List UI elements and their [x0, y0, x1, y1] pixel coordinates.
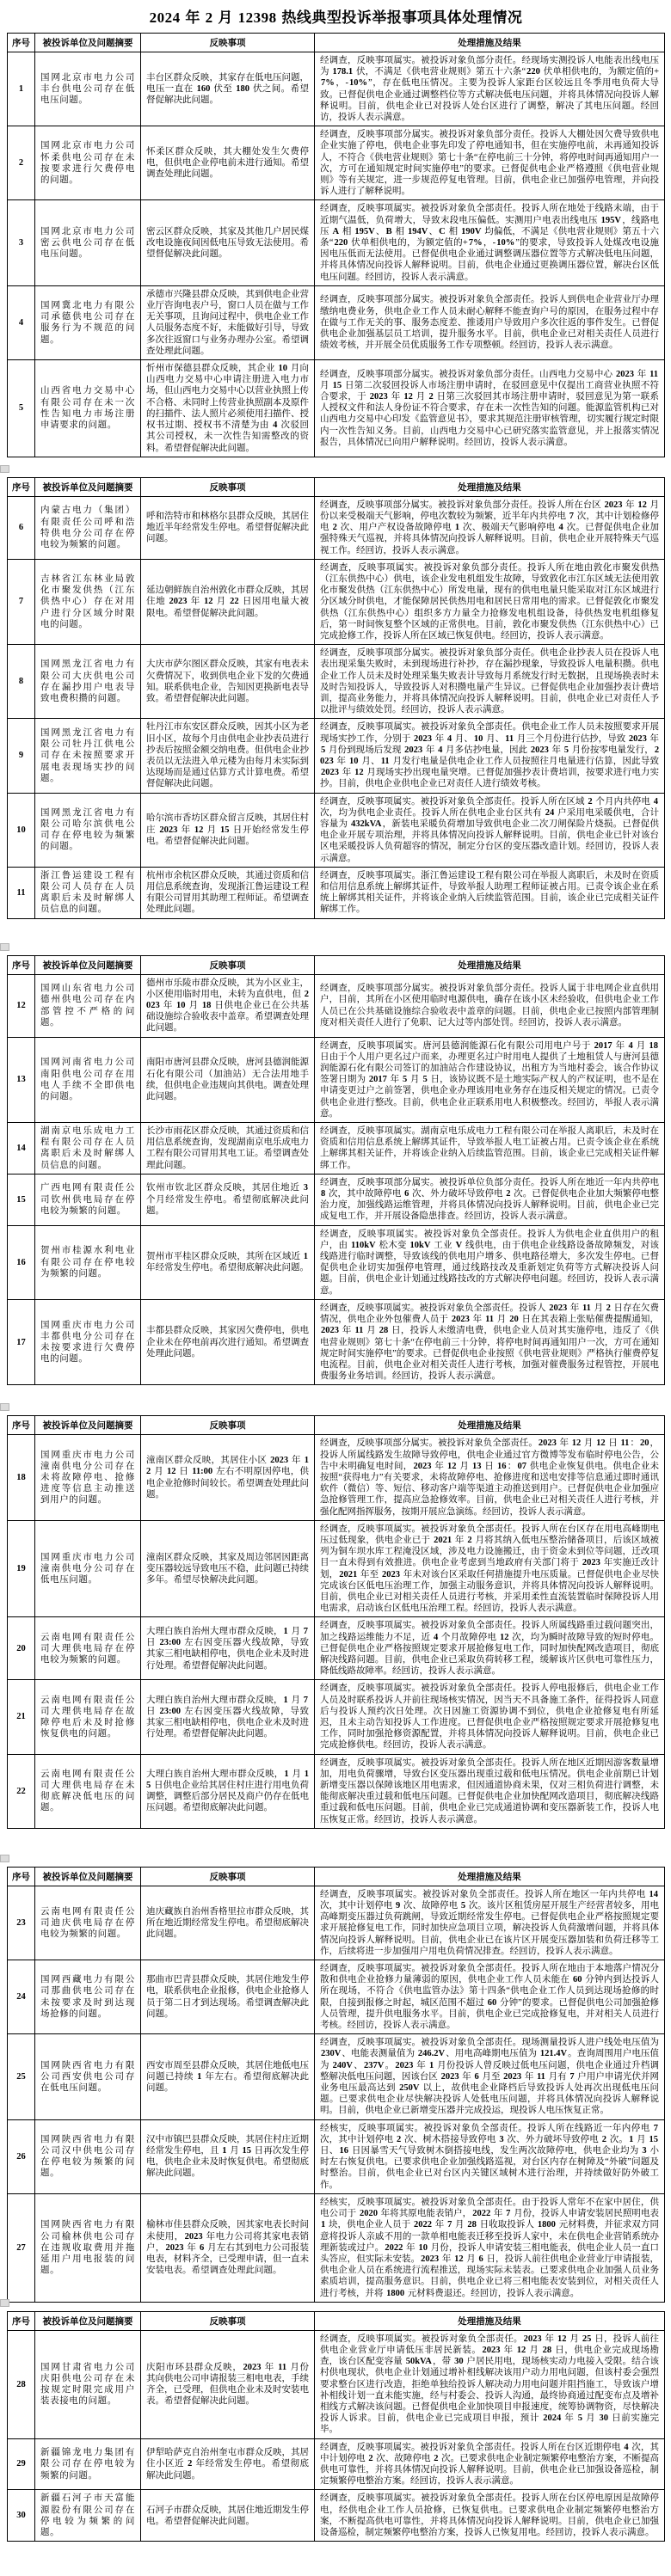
column-header: 序号: [8, 1416, 35, 1435]
cell-matter: 忻州市保德县群众反映，其企业 10 月向山西电力交易中心申请注册进入电力市场，但山西电力交易中心以营业执照上传不合格、未同时上传营业执照副本及原件的扫描件、法人照片必须使用扫描件、授权书过期、授权书不清楚为由 4 次驳回其公司授权，未一次性告知需整改的资料。希望督促解决此问题。: [141, 360, 315, 457]
table-row: [8, 2034, 665, 2119]
table-row: [8, 1617, 665, 1680]
table-row: [8, 1174, 665, 1225]
cell-matter: 潼南区群众反映，其家及周边邻居因距离变压器较远导致电压不稳，此问题已持续多年。希望尽快解决此问题。: [141, 1520, 315, 1617]
table-row: [8, 1037, 665, 1122]
cell-result: 经调查，反映事项属实。被投诉对象负部分责任。经现场实测投诉人电能表出线电压为 178.1 伏，不满足《供电营业规则》第五十六条“220 伏单相供电的，为额定值的+7%，-10%”，存在低电压情况。主要为投诉人家距台区较远且冬季用电负荷大导致。已督促供电企业通过调整档位等方式解决低电压问题，并将具体情况向投诉人解释说明。目前，供电企业已对投诉人处台区进行了调整，解决了其电压问题。经回访，投诉人表示满意。: [315, 52, 665, 126]
cell-result: 经调查，反映事项部分属实。被投诉对象负部分责任。山西电力交易中心 2023 年 11 月 15 日第二次驳回投诉人市场注册申请时，在驳回意见中仅提出工商营业执照不符合要求，于 2023 年 12 月 2 日第三次驳回其市场注册申请时，驳回意见为第一联系人授权文件和法人身份证不符合要求，存在未一次性告知的问题。能源监管机构已对山西电力交易中心印发《监管意见书》，要求其规范注册审核管理，切实履行规定时限内一次性告知义务。目前，山西电力交易中心已研究落实监管意见，并上报落实情况报告，具体情况已向用户解释说明。经回访，投诉人表示满意。: [315, 360, 665, 457]
table-section: [7, 477, 664, 919]
table-handle-artifact: [0, 2299, 9, 2307]
cell-result: 经调查，反映事项属实。被投诉对象负全部责任。投诉人停电报修后，供电企业工作人员及时联系投诉人并前往现场核实情况，因当天不具备施工条件，征得投诉人同意后与投诉人预约次日处理。次日因施工资源协调不到位，供电企业抢修复电有所延迟，且未主动告知投诉人工作进度。已督促供电企业严格按照规定要求开展抢修复电工作，同时加强抢修资源配置，并将具体情况向投诉人解释说明。目前，供电企业已完成抢修供电。经回访，投诉人表示满意。: [315, 1680, 665, 1754]
cell-matter: 汉中市镇巴县群众反映，其居住村庄近期经常发生停电，且 1 月 15 日再次发生停电，供电企业未及时恢复供电。希望彻底解决此问题。: [141, 2119, 315, 2193]
cell-serial: 11: [8, 867, 35, 918]
cell-matter: 哈尔滨市香坊区群众留言反映，其居住村庄 2023 年 12 月 15 日开始经常发生停电。希望督促解决此问题。: [141, 793, 315, 867]
cell-unit: 国网重庆市电力公司丰都供电分公司存在未按要求进行欠费停电的问题。: [35, 1299, 141, 1384]
cell-unit: 山西省电力交易中心有限公司存在未一次性告知电力市场注册申请要求的问题。: [35, 360, 141, 457]
table-section: [7, 1415, 664, 1829]
cell-unit: 国网山东省电力公司德州供电公司存在内部管控不严格的问题。: [35, 974, 141, 1037]
column-header: 处理措施及结果: [315, 34, 665, 52]
table-row: [8, 974, 665, 1037]
cell-serial: 17: [8, 1299, 35, 1384]
cell-unit: 内蒙古电力（集团）有限责任公司呼和浩特供电分公司存在停电较为频繁的问题。: [35, 496, 141, 559]
table-row: [8, 200, 665, 285]
cell-result: 经调查，反映事项部分属实。被投诉单位负部分责任。投诉人所在地近一年内共停电 8 次，其中故障停电 6 次、外力破坏导致停电 2 次。已督促供电企业加大频繁停电整治力度，加强线路运维管理，并将具体情况向投诉人解释说明。目前，供电企业已完成复电工作，并开展设备隐患排查。经回访，投诉人表示满意。: [315, 1174, 665, 1225]
table-section: [7, 2311, 664, 2542]
column-header: 反映事项: [141, 1867, 315, 1886]
cell-unit: 国网陕西省电力有限公司西安供电公司存在低电压问题。: [35, 2034, 141, 2119]
cell-result: 经调查，反映事项属实。被投诉对象负部分责任。投诉人所在地由敦化市聚发供热（江东供热中心）供电，该企业发电机组发生故障，导致敦化市江东区域无法使用敦化市聚发供热（江东供热中心）所发电量，现有的供电电量只能采取对江东区域进行分区域分时供电，才能保障居民供热用电和居民日常用电的需求。已督促敦化市聚发供热（江东供热中心）组织多方力量全力抢修发电机组设备，待供热发电机组修复后，第一时间恢复整个区域的正常供电。目前，敦化市聚发供热（江东供热中心）已完成抢修工作，投诉人所在区域已恢复供电。经回访，投诉人表示满意。: [315, 559, 665, 644]
cell-matter: 庆阳市环县群众反映，2023 年 11 月份其向供电公司申请报装三相电电表，手续齐全，已受理，但供电企业未及时安装电表。希望督促解决此问题。: [141, 2330, 315, 2438]
table-row: [8, 1123, 665, 1175]
header-row: [8, 2311, 665, 2330]
cell-serial: 1: [8, 52, 35, 126]
table-row: [8, 1886, 665, 1960]
column-header: 被投诉单位及问题摘要: [35, 955, 141, 974]
cell-serial: 14: [8, 1123, 35, 1175]
cell-result: 经调查，反映事项属实。被投诉对象负全部责任。投诉人 2023 年 11 月 2 日存在欠费情况，供电企业外包催费人员于 2023 年 11 月 20 日在其表箱上张贴催费提醒通知，2023 年 11 月 28 日，投诉人未缴清电费，供电企业人员对其实施停电，违反了《供电营业规则》第七十条“在停电前三十分钟，将停电时间再通知用户一次，方可在通知规定时间实施停电”的要求。已督促供电企业按照《供电营业规则》严格执行催费停复电流程。目前，供电企业对相关责任人进行考核，加强对催费服务过程管控，开展电费服务业务培训。经回访，投诉人表示满意。: [315, 1299, 665, 1384]
cell-serial: 26: [8, 2119, 35, 2193]
column-header: 处理措施及结果: [315, 477, 665, 496]
cell-result: 经核实，反映事项属实。被投诉对象负全部责任。由于投诉人常年不在家中居住，供电公司于 2020 年将其原电能表销户，2022 年 7 月份，投诉人申请安装居民照明电表 1 块，供电企业人员于 2022 年 7 月 28 日收取投诉人 1800 元材料费，并征求双方同意将投诉人亲戚不用的一款单相电能表迁移至投诉人家中，未在供电企业营销系统办理新装或过户。2022 年 10 月份，投诉人申请安装三相电能表，供电企业人员一直口头答应，但实际未安装。2023 年 12 月 6 日，投诉人前往供电企业营业厅申请报装，供电企业人员在系统进行流程推送，现场实际未装表。已要求供电企业加强人员业务素质培训，提高服务意识。目前，供电企业已将三相电能表安装到位，对相关责任人进行考核，并将 1800 元材料费退还。经回访，投诉人表示满意。: [315, 2193, 665, 2302]
cell-serial: 20: [8, 1617, 35, 1680]
cell-result: 经调查，反映事项属实。被投诉对象负全部责任。投诉人所在地由于本地落户情况分散和供电企业抢修力量薄弱的原因，供电企业工作人员未能在 60 分钟内到达投诉人所在现场，不符合《供电监管办法》第十四条“供电企业工作人员到达现场抢修的时限，自接到报修之时起，城区范围不超过 60 分钟”的要求。已督促供电公司加强抢修人员管理，提升供电服务水平。目前，供电企业已完成抢修复电，并对相关人员进行考核。经回访，投诉人表示满意。: [315, 1960, 665, 2034]
cell-result: 经调查，反映事项属实。湖南京电乐成电力工程有限公司在举报人离职后，未及时在资质和信用信息系统上解绑其证件，导致举报人电工证被占用。已责令该企业在系统上解绑其相关证件，并将该企业纳入后续监管范围。目前，该企业已完成相关证件解绑工作。: [315, 1123, 665, 1175]
table-row: [8, 52, 665, 126]
table-row: [8, 496, 665, 559]
cell-matter: 伊犁哈萨克自治州奎屯市群众反映，其居住小区近 2 年经常发生停电。希望彻底解决此问题。: [141, 2438, 315, 2490]
cell-matter: 贺州市平桂区群众反映，其所在区域近 1 年经常发生停电。希望彻底解决此问题。: [141, 1225, 315, 1299]
cell-unit: 新疆石河子市天富能源股份有限公司存在停电较为频繁的问题。: [35, 2490, 141, 2542]
cell-matter: 南阳市唐河县群众反映，唐河县德润能源石化有限公司（加油站）无合法用地手续，但供电企业违规向其供电。调查处理此问题。: [141, 1037, 315, 1122]
cell-unit: 国网冀北电力有限公司承德供电公司存在服务行为不规范的问题。: [35, 285, 141, 359]
column-header: 序号: [8, 2311, 35, 2330]
table-row: [8, 645, 665, 719]
cell-serial: 29: [8, 2438, 35, 2490]
cell-unit: 云南电网有限责任公司大理供电局存在未彻底解决低电压的问题。: [35, 1754, 141, 1828]
table-row: [8, 2193, 665, 2302]
cell-serial: 6: [8, 496, 35, 559]
cell-result: 经调查，反映事项属实。被投诉对象负全部责任。投诉人所在台区近期停电 4 次，其中计划停电 2 次、故障停电 2 次。已要求供电企业制定频繁停电整治方案，不断提高供电可靠性，并将具体情况向投诉人解释说明。目前，供电企业已加强设备巡检，制定频繁停电整治方案。经回访，投诉人表示满意。: [315, 2438, 665, 2490]
cell-matter: 呼和浩特市和林格尔县群众反映，其居住地近半年经常发生停电。希望督促解决此问题。: [141, 496, 315, 559]
table-row: [8, 360, 665, 457]
table-row: [8, 1680, 665, 1754]
cell-serial: 23: [8, 1886, 35, 1960]
cell-serial: 3: [8, 200, 35, 285]
cell-matter: 杭州市余杭区群众反映，其通过资质和信用信息系统查询，发现浙江鲁运建设工程有限公司冒用其助理工程师证。希望调查处理此问题。: [141, 867, 315, 918]
column-header: 序号: [8, 34, 35, 52]
column-header: 被投诉单位及问题摘要: [35, 477, 141, 496]
cell-matter: 丰都县群众反映，其家因欠费停电，供电企业未在停电前再次进行通知。希望调查处理此问题。: [141, 1299, 315, 1384]
column-header: 处理措施及结果: [315, 1867, 665, 1886]
cell-unit: 贺州市桂源水利电业有限公司存在停电较为频繁的问题。: [35, 1225, 141, 1299]
cell-matter: 潼南区群众反映，其居住小区 2023 年 12 月 12 日 11:00 左右不明原因停电，供电企业抢修时间较长。希望调查处理此问题。: [141, 1435, 315, 1520]
column-header: 反映事项: [141, 34, 315, 52]
cell-serial: 15: [8, 1174, 35, 1225]
cell-unit: 国网重庆市电力公司潼南供电分公司存在低电压问题。: [35, 1520, 141, 1617]
column-header: 处理措施及结果: [315, 2311, 665, 2330]
cell-serial: 9: [8, 719, 35, 793]
cell-serial: 19: [8, 1520, 35, 1617]
table-section: [7, 955, 664, 1386]
cell-matter: 承德市兴隆县群众反映，其到供电企业营业厅咨询电表户号，窗口人员在做与工作无关事项，且询问过程中，供电企业工作人员服务态度不好，未能做好引导，导致多次往返窗口与业务办理办公室。希望调查处理此问题。: [141, 285, 315, 359]
table-row: [8, 2438, 665, 2490]
cell-matter: 那曲市巴青县群众反映，其居住地发生停电，联系供电企业报修，供电企业抢修人员于第二日才到达现场。希望调查解决此问题。: [141, 1960, 315, 2034]
table-row: [8, 1225, 665, 1299]
column-header: 反映事项: [141, 1416, 315, 1435]
cell-result: 经调查，反映事项属实。被投诉对象负全部责任。投诉人所在地区近期因游客数量增加，用电负荷骤增，导致台区变压器出现重过载和低电压情况。供电企业前期已计划新增变压器以保障该地区用电需求，但因通道协商未果，仅对三相负荷进行调整，未能彻底解决重过载和低电压问题。已督促供电企业加快配网改造项目，彻底解决线路重过载和低电压问题。目前，供电企业已完成通道协调和变压器新装工作，投诉人电压恢复正常。经回访，投诉人表示满意。: [315, 1754, 665, 1828]
cell-serial: 27: [8, 2193, 35, 2302]
cell-unit: 云南电网有限责任公司大理供电局存在故障停电后未及时抢修恢复供电的问题。: [35, 1680, 141, 1754]
cell-matter: 德州市乐陵市群众反映，其为小区业主，小区使用临时用电，未转为直供电，但 2023 年 10 月 18 日供电企业已在公共基础设施综合验收表中盖章。希望调查处理此问题。: [141, 974, 315, 1037]
header-row: [8, 34, 665, 52]
cell-result: 经调查，反映事项属实。被投诉对象负全部责任。投诉人所在区域 2 个月内共停电 4 次，均为供电企业责任。投诉人所在供电企业台区共有 24 户采用电采暖供电，合计容量为 432kVA，新装电采暖负荷增加导致供电企业二次刀闸保险片烧损。已督促供电企业开展专项治理，并将具体情况向投诉人解释说明。目前，供电企业已针对该台区电采暖投诉人负荷超容的情况，制定分台区的变压器改造计划。经回访，投诉人表示满意。: [315, 793, 665, 867]
table-row: [8, 867, 665, 918]
table-row: [8, 1960, 665, 2034]
cell-unit: 国网黑龙江省电力有限公司大庆供电公司存在漏抄用户电表导致电费积攒的问题。: [35, 645, 141, 719]
header-row: [8, 1867, 665, 1886]
cell-matter: 榆林市佳县群众反映，因其家电表长时间未使用，2023 年电力公司将其家电表销户，2023 年 6 月左右其到电力公司报装电表，材料齐全，已受理申请，但一直未安装电表。希望调查处理此问题。: [141, 2193, 315, 2302]
complaints-table: [7, 477, 665, 919]
column-header: 序号: [8, 1867, 35, 1886]
cell-unit: 国网北京市电力公司怀柔供电公司存在未按要求进行欠费停电的问题。: [35, 126, 141, 200]
column-header: 反映事项: [141, 955, 315, 974]
table-section: [7, 33, 664, 457]
table-sections-container: [7, 33, 664, 2542]
page-title: 2024 年 2 月 12398 热线典型投诉举报事项具体处理情况: [149, 9, 523, 26]
complaints-table: [7, 33, 665, 457]
cell-matter: 长沙市雨花区群众反映，其通过资质和信用信息系统查询，发现湖南京电乐成电力工程有限公司冒用其电工证。希望调查处理此问题。: [141, 1123, 315, 1175]
cell-serial: 4: [8, 285, 35, 359]
cell-result: 经调查，反映事项属实。被投诉对象负全部责任。现场测量投诉人进户线处电压值为 230V、电能表测量值为 246.2V、用电高峰期电压值为 121.4V。查询周围用户电压值为 240V、237V。2023 年 1 月份投诉人曾反映过低电压问题，供电企业通过升档调整解决低电压问题，因该台区 2023 年 6 月至 2023 年 11 月有 7 户用户申请光伏并网业务电压最高达到 250V 以上，故供电企业降档后导致投诉人处再次出现低电压问题。已要求供电企业尽快解决投诉人处低电压问题，并将具体情况向投诉人解释说明。目前，供电企业已新增变压器并完成投运，现投诉人电压恢复正常。: [315, 2034, 665, 2119]
column-header: 被投诉单位及问题摘要: [35, 1867, 141, 1886]
table-row: [8, 559, 665, 644]
cell-unit: 国网西藏电力有限公司那曲供电公司存在未按要求及时到达现场抢修的问题。: [35, 1960, 141, 2034]
cell-result: 经调查，反映事项属实。被投诉对象负全部责任。供电企业工作人员未按照要求开展现场实抄工作，分别于 2023 年 4 月、10 月、11 月三个月份进行估抄，导致 2023 年 5 月份到现场后发现 2023 年 4 月多估抄电量，因此 2023 年 5 月份按零电量发行，2023 年 10 月、11 月发行电量是供电企业工作人员按照往月电量进行估算，因此导致 2023 年 12 月现场实抄出现电量突增。已督促加强抄表计费培训，按要求进行电力实抄。目前，供电企业供电企业已对责任人进行绩效考核。: [315, 719, 665, 793]
cell-matter: 大理白族自治州大理市群众反映，1 月 15 日供电企业给其居住村庄进行用电负荷调整，调整后部分居民及商户仍存在低电压问题。希望彻底解决此问题。: [141, 1754, 315, 1828]
complaints-table: [7, 1415, 665, 1829]
cell-serial: 24: [8, 1960, 35, 2034]
cell-result: 经调查，反映事项部分属实。被投诉对象负部分责任。投诉人所在台区 2023 年 12 月份以来受极端天气影响，停电次数较为频繁，近半年内共停电 7 次，其中计划检修停电 2 次、用户产权设备故障停电 1 次、极端天气影响停电 4 次。已督促供电企业加强特殊天气巡视，并将具体情况向投诉人解释说明。目前，供电企业开展特殊天气巡视工作。经回访，投诉人表示满意。: [315, 496, 665, 559]
cell-result: 经调查，反映事项部分属实。被投诉对象负全部责任。投诉人到供电企业营业厅办理缴纳电费业务，供电企业工作人员未耐心解释不能查询户号的原因，在服务过程中存在做与工作无关的事、服务态度差、推诿用户导致用户多次往返的事件发生。已督促供电企业加强基层员工培训，提升服务水平。目前，供电企业已对相关责任人员进行绩效考核，并开展全员优质服务工作专项整顿。经回访，投诉人表示满意。: [315, 285, 665, 359]
cell-unit: 国网北京市电力公司丰台供电公司存在低电压问题。: [35, 52, 141, 126]
cell-unit: 浙江鲁运建设工程有限公司人员存在人员离职后未及时解绑人员信息的问题。: [35, 867, 141, 918]
column-header: 序号: [8, 477, 35, 496]
cell-result: 经调查，反映事项属实。被投诉对象负全部责任。投诉人所在台区存在用电高峰期电压过低现象，供电企业已于 2021 年 2 月将其纳入低电压整治储备项目，后该区域被列为铜车坝水库工程淹没区域，涉及电力设施搬迁，由于资金未到位等问题，迁改项目一直未得到有效推进。供电企业考虑到当地政府有关部门将于 2023 年实施迁改计划，2021 年至 2023 年未对该台区采取任何措施提升电压质量。已督促供电企业尽快完成该台区低电压治理工作，加强主动服务意识，并将具体情况向投诉人解释说明。目前，供电企业已对相关责任人员进行考核，并采用柔性直流装置临时保障投诉人用电需求，启动该台区低电压治理工程。经回访，投诉人表示满意。: [315, 1520, 665, 1617]
table-row: [8, 1754, 665, 1828]
cell-result: 经调查，反映事项属实。被投诉对象负全部责任。投诉人所属线路重过载问题突出，加之线路运维能力不足，近 4 个月故障停电 12 次，均为瞬时故障导致的短时停电。已督促供电企业严格按照规定要求开展抢修复电工作，同时加快配网改造项目，彻底解决线路问题。目前，供电企业已采取负荷转移工程，缓解该片区供电可靠性压力，降低线路故障率。经回访，投诉人表示满意。: [315, 1617, 665, 1680]
cell-serial: 25: [8, 2034, 35, 2119]
cell-unit: 国网黑龙江省电力有限公司牡丹江供电公司存在未按照要求开展电表现场实抄的问题。: [35, 719, 141, 793]
table-handle-artifact: [0, 943, 9, 951]
column-header: 被投诉单位及问题摘要: [35, 34, 141, 52]
table-row: [8, 2330, 665, 2438]
cell-matter: 西安市周至县群众反映，其居住地低电压问题已持续 1 年左右。希望彻底解决此问题。: [141, 2034, 315, 2119]
cell-result: 经调查，反映事项部分属实。被投诉对象负部分责任。供电企业抄表人员在投诉人电表出现采集失败时，未到现场进行补抄，存在漏抄现象，导致投诉人电量积攒。供电企业工作人员未及时处理采集失败表计导致每月系统发行时无数据，且现场换表时未及时告知投诉人，导致投诉人对积攒电量产生异议。已督促供电企业加强抄表计费培训，提高业务能力，并将具体情况向投诉人解释说明。目前，供电企业已对责任人予以批评与绩效处罚。经回访，投诉人表示满意。: [315, 645, 665, 719]
column-header: 被投诉单位及问题摘要: [35, 1416, 141, 1435]
table-handle-artifact: [0, 1403, 9, 1411]
cell-serial: 30: [8, 2490, 35, 2542]
cell-result: 经调查，反映事项属实。被投诉对象负全部责任。投诉人所在地处于线路末端，由于近期气温低，负荷增大，导致末段电压偏低。实测用户电表出线电压 195V，线路电压 A 相 195V、B 相 194V、C 相 190V 均偏低，不满足《供电营业规则》第五十六条“220 伏单相供电的，为额定值的+7%，-10%”的要求，导致投诉人处煤改电设施因电压低而无法使用。已督促供电企业通过调整调压器位置等方式解决低电压问题，并将具体情况向投诉人解释说明。目前，供电企业通过更换调压器位置，解决台区低电压问题。经回访，投诉人表示满意。: [315, 200, 665, 285]
column-header: 反映事项: [141, 2311, 315, 2330]
table-row: [8, 1435, 665, 1520]
column-header: 被投诉单位及问题摘要: [35, 2311, 141, 2330]
cell-serial: 10: [8, 793, 35, 867]
cell-matter: 钦州市钦北区群众反映，其居住地近 3 个月经常发生停电。希望彻底解决此问题。: [141, 1174, 315, 1225]
cell-unit: 国网河南省电力公司南阳供电公司存在用电人手续不全即供电的问题。: [35, 1037, 141, 1122]
cell-matter: 密云区群众反映，其家及其他几户居民煤改电设施夜间因低电压导致无法使用。希望督促解决此问题。: [141, 200, 315, 285]
cell-result: 经调查，反映事项属实。被投诉对象负全部责任。2023 年 12 月 25 日，投诉人前往供电企业营业厅申请低压非居民新装。2023 年 12 月 28 日，供电企业完成现场勘查，该台区配变容量 50kVA，带 30 户居民用电，现场核实动力电接入受限。结合该村供电现状，供电企业计划通过增补相线解决该用户动力用电问题，但该村委会强烈要求整台区进行改造，拒绝单独给投诉人解决动力用电问题并阻挡施工，导致该户增补相线计划一直未能实施，经与村委会、投诉人沟通，最终协商通过配变布点及增补相线方式解决该问题。已督促供电企业加快项目申报速度，统筹协调物资，尽快解决投诉人诉求。目前，供电企业已完成项目申报，预计 2024 年 5 月 30 日前实施完毕。: [315, 2330, 665, 2438]
table-row: [8, 1299, 665, 1384]
cell-serial: 2: [8, 126, 35, 200]
header-row: [8, 955, 665, 974]
complaints-table: [7, 955, 665, 1386]
cell-unit: 广西电网有限责任公司钦州供电局存在停电较为频繁的问题。: [35, 1174, 141, 1225]
cell-unit: 湖南京电乐成电力工程有限公司存在人员离职后未及时解绑人员信息的问题。: [35, 1123, 141, 1175]
table-handle-artifact: [0, 1855, 9, 1862]
cell-matter: 丰台区群众反映，其家存在低电压问题，电压一直在 160 伏至 180 伏之间。希望督促解决此问题。: [141, 52, 315, 126]
table-row: [8, 1520, 665, 1617]
cell-serial: 13: [8, 1037, 35, 1122]
table-row: [8, 2490, 665, 2542]
cell-result: 经调查，反映事项部分属实。被投诉对象负部分责任。投诉人大棚处因欠费导致供电企业实施了停电，供电企业事先印发了停电通知书，但在实施停电前，未再通知投诉人，不符合《供电营业规则》第七十条“在停电前三十分钟，将停电时间再通知用户一次，方可在通知规定时间实施停电”的要求。已督促供电企业严格遵照《供电营业规则》等有关规定，进一步规范停复电管理。目前，供电企业已加强停电管理，并向投诉人进行了解释说明。: [315, 126, 665, 200]
cell-unit: 国网甘肃省电力公司庆阳供电公司存在未按规定时限完成用户装表接电的问题。: [35, 2330, 141, 2438]
cell-matter: 牡丹江市东安区群众反映，因其小区为老旧小区，故每个月由供电企业抄表员进行抄表后按照金额交纳电费。但供电企业抄表员以无法进入单元楼为由每月未实际到达现场而是通过估算方式计算电费。希望督促解决此问题。: [141, 719, 315, 793]
cell-serial: 28: [8, 2330, 35, 2438]
cell-serial: 12: [8, 974, 35, 1037]
column-header: 处理措施及结果: [315, 955, 665, 974]
column-header: 反映事项: [141, 477, 315, 496]
cell-unit: 新疆锦龙电力集团有限公司存在停电较为频繁的问题。: [35, 2438, 141, 2490]
complaints-table: [7, 1867, 665, 2303]
cell-serial: 7: [8, 559, 35, 644]
cell-matter: 延边朝鲜族自治州敦化市群众反映，其居住地 2023 年 12 月 22 日因用电量大被限电。希望督促解决此问题。: [141, 559, 315, 644]
cell-unit: 吉林省江东林业局敦化市聚发供热（江东供热中心）存在对用户进行分区域分时限电的问题。: [35, 559, 141, 644]
column-header: 序号: [8, 955, 35, 974]
cell-matter: 石河子市群众反映，其居住地近期发生停电。希望督促解决此问题。: [141, 2490, 315, 2542]
cell-unit: 国网陕西省电力有限公司榆林供电公司存在违规收取费用并拖延用户用电报装的问题。: [35, 2193, 141, 2302]
cell-unit: 国网陕西省电力有限公司汉中供电公司存在停电较为频繁的问题。: [35, 2119, 141, 2193]
table-row: [8, 126, 665, 200]
cell-result: 经调查，反映事项部分属实。被投诉对象负全部责任。2023 年 12 月 12 日 11：20，投诉人所属线路发生故障导致停电，供电企业通过官方微博等发布临时停电公告，公告中未明确复电时间，2023 年 12 月 13 日 16：07 供电企业恢复供电。供电企业未按照“获得电力”有关要求，未将故障停电、抢修进度和送电安排等信息通过即时通讯软件（微信）等、短信、移动客户端等渠道主动推送到用户。已督促供电企业加强应急抢修管理工作，提高应急抢修效率。目前，供电企业已对相关责任人进行考核，并强化配网指挥服务，按期开展应急演练。经回访，投诉人表示满意。: [315, 1435, 665, 1520]
cell-result: 经核实，反映事项属实。被投诉对象负全部责任。投诉人所在线路近一年内停电 7 次，其中计划停电 2 次、树木搭接导致停电 3 次、外力破坏导致停电 2 次。1 月 15 日、16 日因暴雪天气导致树木倒搭接电线，发生两次故障停电，供电企业均为 3 小时左右恢复供电。已要求供电企业加强线路巡视，对台区内存在树障及“外破”问题及时整治。目前，供电企业已对台区内关键区域树木进行治理，并持续做好防外破工作。: [315, 2119, 665, 2193]
cell-serial: 18: [8, 1435, 35, 1520]
cell-unit: 国网重庆市电力公司潼南供电分公司存在未将故障停电、抢修进度等信息主动推送到用户的问题。: [35, 1435, 141, 1520]
table-row: [8, 719, 665, 793]
header-row: [8, 477, 665, 496]
table-handle-artifact: [0, 465, 9, 473]
header-row: [8, 1416, 665, 1435]
cell-result: 经调查，反映事项属实。浙江鲁运建设工程有限公司在举报人离职后，未及时在资质和信用信息系统上解绑其证件，导致举报人助理工程师证被占用。已责令该企业在系统上解绑其相关证件，并将该企业纳入后续监管范围。目前，该企业已完成相关证件解绑工作。: [315, 867, 665, 918]
cell-matter: 迪庆藏族自治州香格里拉市群众反映，其所在地近期经常发生停电。希望彻底解决此问题。: [141, 1886, 315, 1960]
cell-result: 经调查，反映事项属实。唐河县德润能源石化有限公司用电户号于 2017 年 4 月 18 日由于个人用户更名过户而来，办理更名过户时用电人提供了土地租赁人与唐河县德润能源石化有限公司签订的加油站合作建设协议，出租方为当地村委会，该合作协议签署日期为 2017 年 5 月 5 日，该协议既不是土地实际产权人的产权证明，也不是在申请变更过户之前签署，供电企业办理该用电业务存在违反相关规定的情况。已责令供电企业进行整改。目前，供电企业正联系用电人积极整改。经回访，举报人表示满意。: [315, 1037, 665, 1122]
cell-result: 经调查，反映事项属实。被投诉对象负全部责任。投诉人所在台区停电原因是故障停电，经供电企业工作人员抢修，已恢复供电。已要求供电企业制定频繁停电整治方案，不断提高供电可靠性，并将具体情况向投诉人解释说明。目前，供电企业已加强设备巡检，制定频繁停电整治方案，投诉人已恢复用电。经回访，投诉人表示满意。: [315, 2490, 665, 2542]
cell-serial: 16: [8, 1225, 35, 1299]
cell-unit: 国网北京市电力公司密云供电公司存在低电压问题。: [35, 200, 141, 285]
table-section: [7, 1867, 664, 2303]
cell-serial: 22: [8, 1754, 35, 1828]
cell-result: 经调查，反映事项属实。被投诉对象负全部责任。投诉人为供电企业直供用户的租户，由 110kV 松木变 10kV 工业 V 线供电，由于供电企业线路设备故障频发，对该线路进行临时调整，导致该线的供电用户增多、供电路径增大，多次发生停电。已督促供电企业切实加强停电管理，通过线路技改及重新划定负荷等方式解决投诉人问题。目前，供电企业计划通过线路技改的方式解决停电问题。经回访，投诉人表示满意。: [315, 1225, 665, 1299]
cell-serial: 21: [8, 1680, 35, 1754]
cell-serial: 8: [8, 645, 35, 719]
cell-unit: 云南电网有限责任公司迪庆供电局存在停电较为频繁的问题。: [35, 1886, 141, 1960]
table-row: [8, 285, 665, 359]
table-row: [8, 793, 665, 867]
column-header: 处理措施及结果: [315, 1416, 665, 1435]
cell-matter: 大理白族自治州大理市群众反映，1 月 7 日 23:00 左右因变压器火线故障，导致其家三相电缺相停电，供电企业未及时进行处理。希望督促解决此问题。: [141, 1680, 315, 1754]
cell-result: 经调查，反映事项部分属实。被投诉对象负部分责任。投诉人属于非电网企业直供用户，目前，其所在小区使用临时电源供电，确存在该小区未经验收，但供电企业工作人员已在公共基础设施综合验收表中盖章的问题。目前，供电企业已按照内部管理制度对相关责任人进行了免职、记大过等内部处罚。经回访，投诉人表示满意。: [315, 974, 665, 1037]
cell-result: 经调查，反映事项属实。被投诉对象负全部责任。投诉人所在地区一年内共停电 14 次，其中计划停电 9 次、故障停电 5 次。该片区租赁房屋开展生产经营者较多，用电高峰期变压器过负荷跳闸，导致近期经常发生停电。已督促供电企业严格按照规定要求开展抢修复电工作，同时加快应急项目立项，解决投诉人负荷激增问题，并将具体情况向投诉人解释说明。目前，供电企业已在该片区开展变压器加装和负荷迁移等工作，后续将进一步加强用户用电负荷情况排查。经回访，投诉人表示满意。: [315, 1886, 665, 1960]
table-row: [8, 2119, 665, 2193]
complaints-table: [7, 2311, 665, 2542]
cell-matter: 大庆市萨尔图区群众反映，其家有电表未欠费情况下，收到供电企业下发的欠费通知。联系供电企业，告知因更换新电表导致。希望督促解决此问题。: [141, 645, 315, 719]
cell-serial: 5: [8, 360, 35, 457]
cell-unit: 国网黑龙江省电力有限公司哈尔滨供电公司存在停电较为频繁的问题。: [35, 793, 141, 867]
cell-unit: 云南电网有限责任公司大理供电局存在停电较为频繁的问题。: [35, 1617, 141, 1680]
cell-matter: 怀柔区群众反映，其大棚处发生欠费停电，但供电企业停电前未进行通知。希望调查处理此问题。: [141, 126, 315, 200]
cell-matter: 大理白族自治州大理市群众反映，1 月 7 日 23:00 左右因变压器火线故障，导致其家三相电缺相停电，供电企业未及时进行处理。希望督促解决此问题。: [141, 1617, 315, 1680]
